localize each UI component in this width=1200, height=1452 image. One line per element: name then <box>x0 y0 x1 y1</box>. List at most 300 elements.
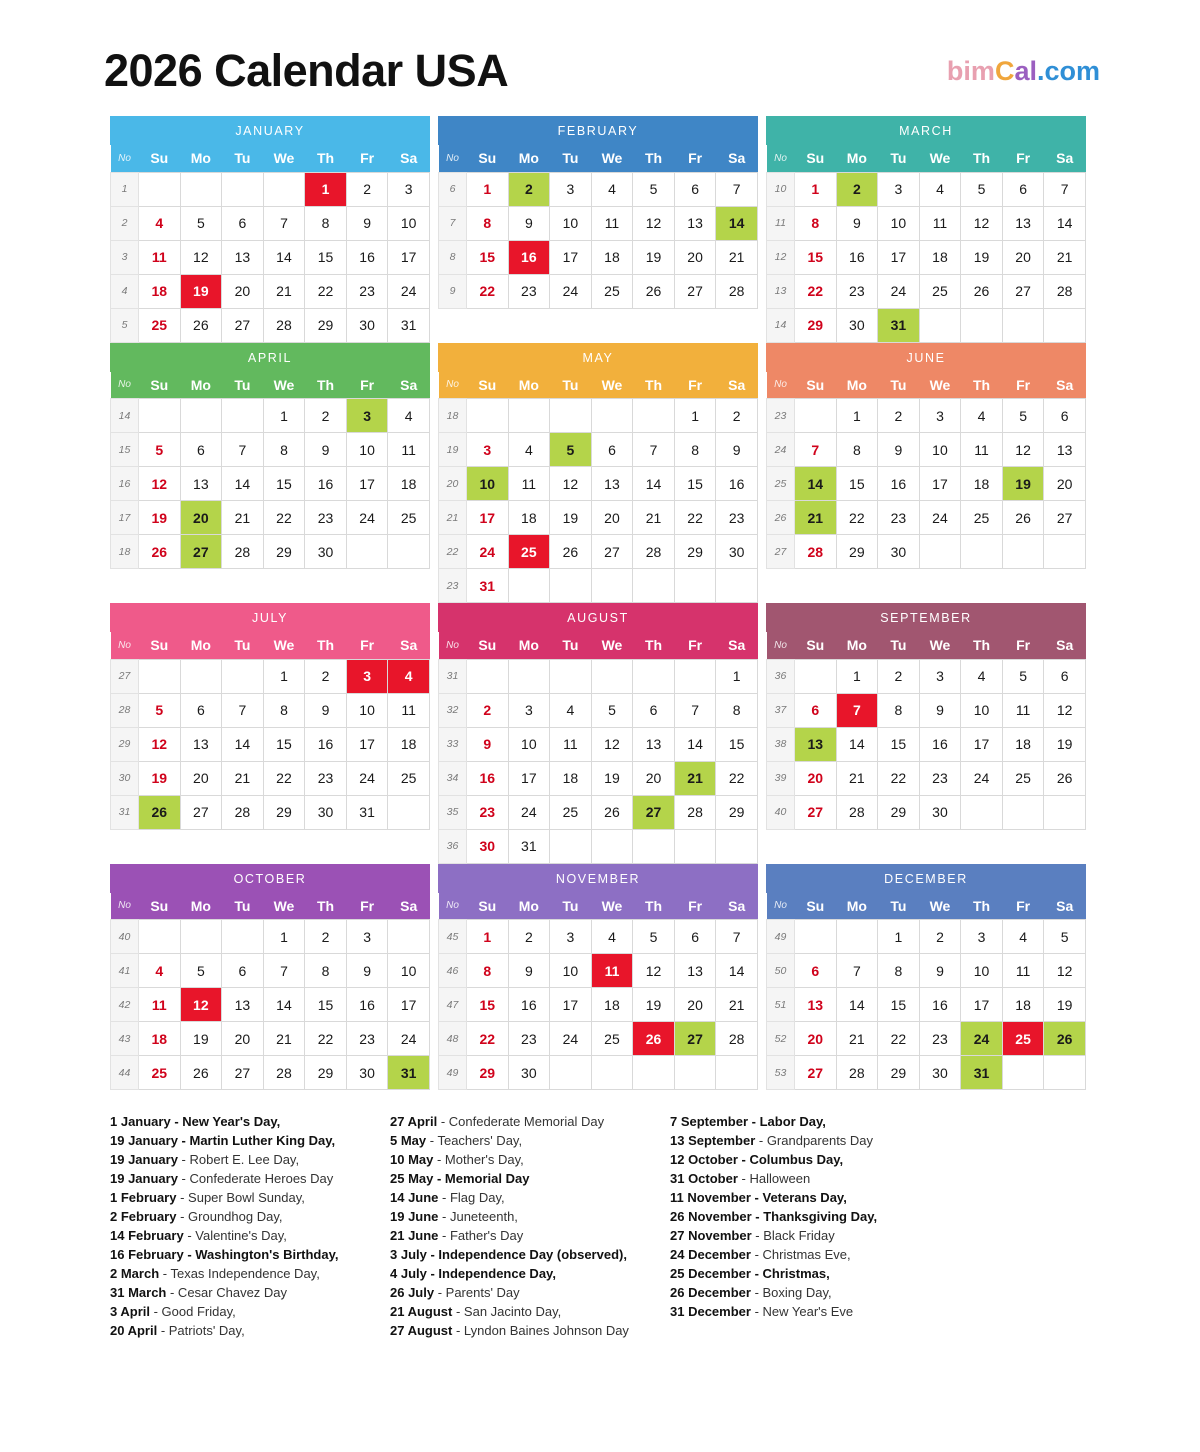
day-cell[interactable]: 26 <box>633 274 675 308</box>
day-cell[interactable]: 29 <box>305 308 347 342</box>
day-cell[interactable]: 28 <box>1044 274 1086 308</box>
day-cell[interactable]: 15 <box>878 727 920 761</box>
day-cell[interactable]: 23 <box>878 501 920 535</box>
day-cell[interactable]: 10 <box>550 954 592 988</box>
day-cell[interactable]: 12 <box>139 727 181 761</box>
day-cell[interactable]: 1 <box>836 659 878 693</box>
day-cell[interactable]: 27 <box>222 308 264 342</box>
day-cell[interactable]: 28 <box>263 1056 305 1090</box>
day-cell[interactable]: 8 <box>795 206 837 240</box>
day-cell[interactable]: 10 <box>388 206 430 240</box>
day-cell[interactable]: 30 <box>346 308 388 342</box>
day-cell[interactable]: 5 <box>633 172 675 206</box>
day-cell[interactable]: 30 <box>919 795 961 829</box>
day-cell[interactable]: 13 <box>795 988 837 1022</box>
day-cell[interactable]: 16 <box>305 467 347 501</box>
day-cell[interactable]: 11 <box>508 467 550 501</box>
day-cell[interactable]: 20 <box>1044 467 1086 501</box>
day-cell[interactable]: 8 <box>467 206 509 240</box>
day-cell[interactable]: 23 <box>305 761 347 795</box>
day-cell[interactable]: 27 <box>674 274 716 308</box>
day-cell[interactable]: 29 <box>263 795 305 829</box>
day-cell[interactable]: 6 <box>795 693 837 727</box>
day-cell[interactable]: 6 <box>1002 172 1044 206</box>
day-cell[interactable]: 10 <box>919 433 961 467</box>
day-cell[interactable]: 21 <box>633 501 675 535</box>
day-cell[interactable]: 13 <box>591 467 633 501</box>
day-cell[interactable]: 26 <box>180 1056 222 1090</box>
day-cell[interactable]: 2 <box>467 693 509 727</box>
day-cell[interactable]: 16 <box>508 240 550 274</box>
day-cell[interactable]: 20 <box>674 988 716 1022</box>
day-cell[interactable]: 25 <box>550 795 592 829</box>
day-cell[interactable]: 20 <box>180 761 222 795</box>
day-cell[interactable]: 15 <box>795 240 837 274</box>
day-cell[interactable]: 12 <box>591 727 633 761</box>
day-cell[interactable]: 21 <box>222 761 264 795</box>
day-cell[interactable]: 29 <box>795 308 837 342</box>
day-cell[interactable]: 13 <box>674 954 716 988</box>
day-cell[interactable]: 18 <box>961 467 1003 501</box>
day-cell[interactable]: 4 <box>591 172 633 206</box>
day-cell[interactable]: 22 <box>305 1022 347 1056</box>
day-cell[interactable]: 18 <box>139 1022 181 1056</box>
day-cell[interactable]: 17 <box>508 761 550 795</box>
day-cell[interactable]: 1 <box>467 920 509 954</box>
day-cell[interactable]: 6 <box>591 433 633 467</box>
day-cell[interactable]: 17 <box>388 988 430 1022</box>
day-cell[interactable]: 3 <box>961 920 1003 954</box>
day-cell[interactable]: 18 <box>550 761 592 795</box>
day-cell[interactable]: 15 <box>467 240 509 274</box>
day-cell[interactable]: 4 <box>388 399 430 433</box>
day-cell[interactable]: 21 <box>716 988 758 1022</box>
day-cell[interactable]: 26 <box>180 308 222 342</box>
day-cell[interactable]: 5 <box>139 433 181 467</box>
day-cell[interactable]: 12 <box>139 467 181 501</box>
day-cell[interactable]: 19 <box>1044 988 1086 1022</box>
day-cell[interactable]: 18 <box>388 727 430 761</box>
day-cell[interactable]: 8 <box>836 433 878 467</box>
day-cell[interactable]: 2 <box>508 920 550 954</box>
day-cell[interactable]: 3 <box>346 399 388 433</box>
day-cell[interactable]: 7 <box>716 920 758 954</box>
day-cell[interactable]: 8 <box>878 693 920 727</box>
day-cell[interactable]: 16 <box>716 467 758 501</box>
day-cell[interactable]: 12 <box>961 206 1003 240</box>
day-cell[interactable]: 31 <box>878 308 920 342</box>
day-cell[interactable]: 20 <box>633 761 675 795</box>
day-cell[interactable]: 4 <box>1002 920 1044 954</box>
day-cell[interactable]: 2 <box>305 659 347 693</box>
day-cell[interactable]: 15 <box>716 727 758 761</box>
day-cell[interactable]: 30 <box>836 308 878 342</box>
day-cell[interactable]: 28 <box>674 795 716 829</box>
day-cell[interactable]: 1 <box>305 172 347 206</box>
day-cell[interactable]: 31 <box>508 829 550 863</box>
day-cell[interactable]: 31 <box>467 569 509 603</box>
day-cell[interactable]: 30 <box>919 1056 961 1090</box>
day-cell[interactable]: 14 <box>795 467 837 501</box>
day-cell[interactable]: 13 <box>1002 206 1044 240</box>
day-cell[interactable]: 30 <box>346 1056 388 1090</box>
day-cell[interactable]: 2 <box>305 920 347 954</box>
day-cell[interactable]: 5 <box>139 693 181 727</box>
day-cell[interactable]: 6 <box>222 206 264 240</box>
day-cell[interactable]: 12 <box>1044 954 1086 988</box>
day-cell[interactable]: 23 <box>919 1022 961 1056</box>
day-cell[interactable]: 11 <box>139 240 181 274</box>
day-cell[interactable]: 4 <box>961 659 1003 693</box>
day-cell[interactable]: 22 <box>467 274 509 308</box>
day-cell[interactable]: 25 <box>591 274 633 308</box>
day-cell[interactable]: 25 <box>388 501 430 535</box>
day-cell[interactable]: 6 <box>222 954 264 988</box>
day-cell[interactable]: 27 <box>633 795 675 829</box>
day-cell[interactable]: 5 <box>633 920 675 954</box>
day-cell[interactable]: 1 <box>878 920 920 954</box>
day-cell[interactable]: 26 <box>550 535 592 569</box>
day-cell[interactable]: 23 <box>716 501 758 535</box>
day-cell[interactable]: 15 <box>263 727 305 761</box>
day-cell[interactable]: 2 <box>346 172 388 206</box>
day-cell[interactable]: 18 <box>591 240 633 274</box>
day-cell[interactable]: 12 <box>180 240 222 274</box>
day-cell[interactable]: 14 <box>836 988 878 1022</box>
day-cell[interactable]: 17 <box>961 727 1003 761</box>
day-cell[interactable]: 8 <box>263 693 305 727</box>
day-cell[interactable]: 10 <box>961 693 1003 727</box>
day-cell[interactable]: 9 <box>508 206 550 240</box>
day-cell[interactable]: 26 <box>633 1022 675 1056</box>
day-cell[interactable]: 14 <box>716 954 758 988</box>
day-cell[interactable]: 27 <box>180 795 222 829</box>
day-cell[interactable]: 22 <box>878 761 920 795</box>
day-cell[interactable]: 9 <box>346 206 388 240</box>
day-cell[interactable]: 24 <box>508 795 550 829</box>
day-cell[interactable]: 21 <box>263 1022 305 1056</box>
day-cell[interactable]: 20 <box>222 274 264 308</box>
day-cell[interactable]: 27 <box>1044 501 1086 535</box>
day-cell[interactable]: 14 <box>674 727 716 761</box>
day-cell[interactable]: 11 <box>1002 693 1044 727</box>
day-cell[interactable]: 14 <box>222 727 264 761</box>
day-cell[interactable]: 29 <box>674 535 716 569</box>
day-cell[interactable]: 22 <box>795 274 837 308</box>
day-cell[interactable]: 4 <box>139 206 181 240</box>
day-cell[interactable]: 23 <box>346 1022 388 1056</box>
day-cell[interactable]: 5 <box>1002 659 1044 693</box>
day-cell[interactable]: 27 <box>674 1022 716 1056</box>
day-cell[interactable]: 11 <box>139 988 181 1022</box>
day-cell[interactable]: 29 <box>878 795 920 829</box>
day-cell[interactable]: 12 <box>180 988 222 1022</box>
day-cell[interactable]: 10 <box>508 727 550 761</box>
day-cell[interactable]: 1 <box>716 659 758 693</box>
day-cell[interactable]: 2 <box>716 399 758 433</box>
day-cell[interactable]: 26 <box>139 535 181 569</box>
day-cell[interactable]: 27 <box>180 535 222 569</box>
day-cell[interactable]: 9 <box>919 954 961 988</box>
day-cell[interactable]: 12 <box>633 954 675 988</box>
day-cell[interactable]: 16 <box>346 240 388 274</box>
day-cell[interactable]: 30 <box>508 1056 550 1090</box>
day-cell[interactable]: 5 <box>1044 920 1086 954</box>
day-cell[interactable]: 24 <box>961 1022 1003 1056</box>
day-cell[interactable]: 29 <box>305 1056 347 1090</box>
day-cell[interactable]: 8 <box>305 206 347 240</box>
day-cell[interactable]: 25 <box>139 308 181 342</box>
day-cell[interactable]: 30 <box>878 535 920 569</box>
day-cell[interactable]: 1 <box>263 920 305 954</box>
day-cell[interactable]: 27 <box>222 1056 264 1090</box>
day-cell[interactable]: 23 <box>346 274 388 308</box>
day-cell[interactable]: 4 <box>139 954 181 988</box>
day-cell[interactable]: 6 <box>180 433 222 467</box>
day-cell[interactable]: 28 <box>222 535 264 569</box>
day-cell[interactable]: 19 <box>591 761 633 795</box>
day-cell[interactable]: 28 <box>795 535 837 569</box>
day-cell[interactable]: 20 <box>1002 240 1044 274</box>
day-cell[interactable]: 19 <box>180 274 222 308</box>
day-cell[interactable]: 3 <box>346 659 388 693</box>
day-cell[interactable]: 20 <box>222 1022 264 1056</box>
day-cell[interactable]: 14 <box>716 206 758 240</box>
day-cell[interactable]: 2 <box>305 399 347 433</box>
day-cell[interactable]: 2 <box>836 172 878 206</box>
day-cell[interactable]: 18 <box>919 240 961 274</box>
day-cell[interactable]: 17 <box>388 240 430 274</box>
day-cell[interactable]: 25 <box>961 501 1003 535</box>
day-cell[interactable]: 15 <box>305 240 347 274</box>
day-cell[interactable]: 28 <box>716 274 758 308</box>
day-cell[interactable]: 22 <box>263 501 305 535</box>
day-cell[interactable]: 28 <box>836 795 878 829</box>
day-cell[interactable]: 28 <box>263 308 305 342</box>
day-cell[interactable]: 17 <box>346 467 388 501</box>
day-cell[interactable]: 28 <box>222 795 264 829</box>
day-cell[interactable]: 9 <box>836 206 878 240</box>
day-cell[interactable]: 5 <box>550 433 592 467</box>
day-cell[interactable]: 29 <box>878 1056 920 1090</box>
day-cell[interactable]: 11 <box>550 727 592 761</box>
day-cell[interactable]: 18 <box>1002 727 1044 761</box>
day-cell[interactable]: 24 <box>878 274 920 308</box>
day-cell[interactable]: 12 <box>633 206 675 240</box>
day-cell[interactable]: 22 <box>467 1022 509 1056</box>
day-cell[interactable]: 30 <box>467 829 509 863</box>
day-cell[interactable]: 22 <box>716 761 758 795</box>
day-cell[interactable]: 29 <box>836 535 878 569</box>
day-cell[interactable]: 10 <box>550 206 592 240</box>
day-cell[interactable]: 21 <box>674 761 716 795</box>
day-cell[interactable]: 24 <box>346 761 388 795</box>
day-cell[interactable]: 8 <box>263 433 305 467</box>
day-cell[interactable]: 13 <box>180 727 222 761</box>
day-cell[interactable]: 10 <box>961 954 1003 988</box>
day-cell[interactable]: 19 <box>633 988 675 1022</box>
day-cell[interactable]: 6 <box>674 920 716 954</box>
day-cell[interactable]: 3 <box>550 172 592 206</box>
day-cell[interactable]: 15 <box>467 988 509 1022</box>
day-cell[interactable]: 10 <box>346 433 388 467</box>
day-cell[interactable]: 14 <box>836 727 878 761</box>
day-cell[interactable]: 5 <box>1002 399 1044 433</box>
day-cell[interactable]: 17 <box>346 727 388 761</box>
day-cell[interactable]: 6 <box>180 693 222 727</box>
day-cell[interactable]: 6 <box>633 693 675 727</box>
day-cell[interactable]: 17 <box>878 240 920 274</box>
day-cell[interactable]: 19 <box>633 240 675 274</box>
day-cell[interactable]: 12 <box>1002 433 1044 467</box>
day-cell[interactable]: 29 <box>263 535 305 569</box>
day-cell[interactable]: 3 <box>550 920 592 954</box>
day-cell[interactable]: 25 <box>591 1022 633 1056</box>
day-cell[interactable]: 10 <box>346 693 388 727</box>
day-cell[interactable]: 22 <box>263 761 305 795</box>
day-cell[interactable]: 22 <box>878 1022 920 1056</box>
day-cell[interactable]: 20 <box>180 501 222 535</box>
day-cell[interactable]: 18 <box>591 988 633 1022</box>
day-cell[interactable]: 24 <box>961 761 1003 795</box>
day-cell[interactable]: 11 <box>591 206 633 240</box>
day-cell[interactable]: 21 <box>836 761 878 795</box>
day-cell[interactable]: 11 <box>961 433 1003 467</box>
day-cell[interactable]: 17 <box>919 467 961 501</box>
day-cell[interactable]: 22 <box>836 501 878 535</box>
day-cell[interactable]: 23 <box>508 1022 550 1056</box>
day-cell[interactable]: 31 <box>346 795 388 829</box>
day-cell[interactable]: 23 <box>467 795 509 829</box>
day-cell[interactable]: 3 <box>467 433 509 467</box>
day-cell[interactable]: 15 <box>878 988 920 1022</box>
day-cell[interactable]: 16 <box>878 467 920 501</box>
day-cell[interactable]: 8 <box>878 954 920 988</box>
day-cell[interactable]: 30 <box>716 535 758 569</box>
day-cell[interactable]: 9 <box>919 693 961 727</box>
day-cell[interactable]: 1 <box>836 399 878 433</box>
day-cell[interactable]: 11 <box>591 954 633 988</box>
day-cell[interactable]: 28 <box>633 535 675 569</box>
day-cell[interactable]: 20 <box>795 1022 837 1056</box>
day-cell[interactable]: 9 <box>346 954 388 988</box>
day-cell[interactable]: 29 <box>467 1056 509 1090</box>
day-cell[interactable]: 8 <box>716 693 758 727</box>
day-cell[interactable]: 6 <box>1044 659 1086 693</box>
day-cell[interactable]: 5 <box>180 954 222 988</box>
day-cell[interactable]: 17 <box>550 240 592 274</box>
day-cell[interactable]: 21 <box>795 501 837 535</box>
day-cell[interactable]: 24 <box>346 501 388 535</box>
day-cell[interactable]: 11 <box>919 206 961 240</box>
day-cell[interactable]: 26 <box>961 274 1003 308</box>
day-cell[interactable]: 23 <box>508 274 550 308</box>
day-cell[interactable]: 7 <box>222 433 264 467</box>
day-cell[interactable]: 22 <box>305 274 347 308</box>
day-cell[interactable]: 1 <box>795 172 837 206</box>
day-cell[interactable]: 25 <box>139 1056 181 1090</box>
day-cell[interactable]: 26 <box>1044 1022 1086 1056</box>
day-cell[interactable]: 13 <box>222 240 264 274</box>
day-cell[interactable]: 16 <box>508 988 550 1022</box>
day-cell[interactable]: 30 <box>305 535 347 569</box>
day-cell[interactable]: 10 <box>388 954 430 988</box>
day-cell[interactable]: 17 <box>550 988 592 1022</box>
day-cell[interactable]: 21 <box>836 1022 878 1056</box>
day-cell[interactable]: 7 <box>222 693 264 727</box>
day-cell[interactable]: 26 <box>1044 761 1086 795</box>
day-cell[interactable]: 16 <box>919 988 961 1022</box>
day-cell[interactable]: 25 <box>1002 761 1044 795</box>
day-cell[interactable]: 28 <box>716 1022 758 1056</box>
day-cell[interactable]: 15 <box>674 467 716 501</box>
day-cell[interactable]: 5 <box>591 693 633 727</box>
day-cell[interactable]: 9 <box>716 433 758 467</box>
day-cell[interactable]: 17 <box>467 501 509 535</box>
day-cell[interactable]: 2 <box>878 659 920 693</box>
day-cell[interactable]: 1 <box>467 172 509 206</box>
day-cell[interactable]: 31 <box>961 1056 1003 1090</box>
day-cell[interactable]: 10 <box>878 206 920 240</box>
day-cell[interactable]: 16 <box>836 240 878 274</box>
day-cell[interactable]: 1 <box>263 399 305 433</box>
day-cell[interactable]: 7 <box>674 693 716 727</box>
day-cell[interactable]: 16 <box>919 727 961 761</box>
day-cell[interactable]: 18 <box>1002 988 1044 1022</box>
day-cell[interactable]: 12 <box>1044 693 1086 727</box>
day-cell[interactable]: 23 <box>305 501 347 535</box>
day-cell[interactable]: 21 <box>263 274 305 308</box>
day-cell[interactable]: 16 <box>346 988 388 1022</box>
day-cell[interactable]: 13 <box>1044 433 1086 467</box>
day-cell[interactable]: 23 <box>919 761 961 795</box>
day-cell[interactable]: 10 <box>467 467 509 501</box>
day-cell[interactable]: 26 <box>139 795 181 829</box>
day-cell[interactable]: 11 <box>1002 954 1044 988</box>
day-cell[interactable]: 21 <box>716 240 758 274</box>
day-cell[interactable]: 2 <box>919 920 961 954</box>
day-cell[interactable]: 11 <box>388 693 430 727</box>
day-cell[interactable]: 13 <box>222 988 264 1022</box>
day-cell[interactable]: 14 <box>222 467 264 501</box>
day-cell[interactable]: 4 <box>591 920 633 954</box>
day-cell[interactable]: 3 <box>388 172 430 206</box>
day-cell[interactable]: 3 <box>878 172 920 206</box>
day-cell[interactable]: 19 <box>1044 727 1086 761</box>
day-cell[interactable]: 8 <box>305 954 347 988</box>
day-cell[interactable]: 27 <box>795 795 837 829</box>
day-cell[interactable]: 2 <box>508 172 550 206</box>
day-cell[interactable]: 3 <box>919 399 961 433</box>
day-cell[interactable]: 1 <box>674 399 716 433</box>
day-cell[interactable]: 24 <box>467 535 509 569</box>
day-cell[interactable]: 9 <box>467 727 509 761</box>
day-cell[interactable]: 24 <box>550 274 592 308</box>
day-cell[interactable]: 13 <box>795 727 837 761</box>
day-cell[interactable]: 14 <box>633 467 675 501</box>
day-cell[interactable]: 25 <box>1002 1022 1044 1056</box>
day-cell[interactable]: 13 <box>180 467 222 501</box>
day-cell[interactable]: 18 <box>139 274 181 308</box>
day-cell[interactable]: 8 <box>674 433 716 467</box>
day-cell[interactable]: 18 <box>508 501 550 535</box>
day-cell[interactable]: 4 <box>919 172 961 206</box>
day-cell[interactable]: 24 <box>919 501 961 535</box>
day-cell[interactable]: 20 <box>795 761 837 795</box>
day-cell[interactable]: 15 <box>305 988 347 1022</box>
day-cell[interactable]: 7 <box>716 172 758 206</box>
day-cell[interactable]: 14 <box>263 240 305 274</box>
